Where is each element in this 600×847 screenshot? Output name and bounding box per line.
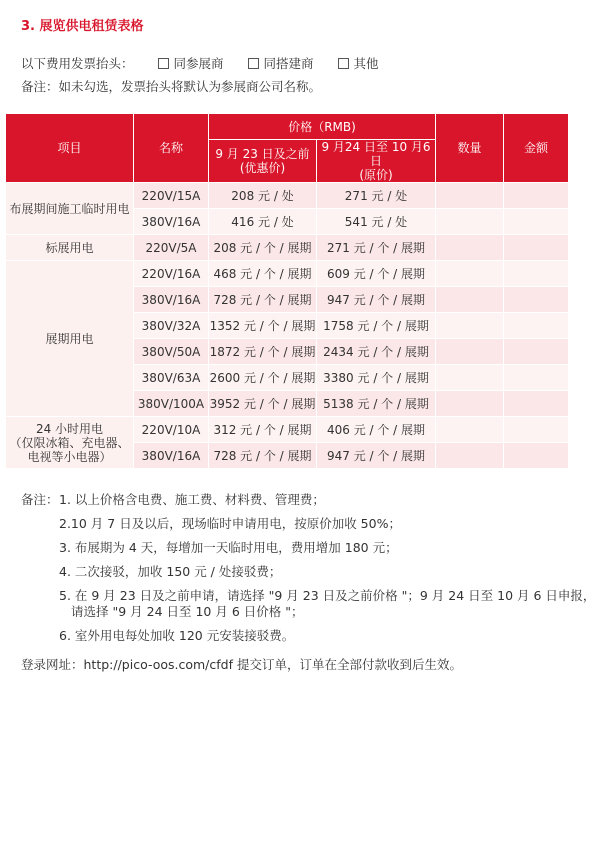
checkbox[interactable] [158, 58, 169, 69]
name-cell: 380V/63A [134, 365, 209, 391]
item-cell: 24 小时用电 （仅限冰箱、充电器、 电视等小电器） [6, 417, 134, 469]
header-item: 项目 [6, 114, 134, 183]
name-cell: 380V/16A [134, 209, 209, 235]
quantity-cell[interactable] [436, 339, 504, 365]
regular-price-cell: 271 元 / 个 / 展期 [317, 235, 436, 261]
early-price-cell: 728 元 / 个 / 展期 [209, 287, 317, 313]
amount-cell[interactable] [504, 235, 569, 261]
quantity-cell[interactable] [436, 287, 504, 313]
option-label: 同搭建商 [263, 56, 314, 71]
header-price: 价格（RMB) [209, 114, 436, 140]
name-cell: 380V/50A [134, 339, 209, 365]
early-price-cell: 1352 元 / 个 / 展期 [209, 313, 317, 339]
early-price-cell: 468 元 / 个 / 展期 [209, 261, 317, 287]
invoice-option-exhibitor[interactable] [158, 54, 224, 72]
invoice-note: 备注：如未勾选，发票抬头将默认为参展商公司名称。 [21, 79, 322, 94]
checkbox[interactable] [338, 58, 349, 69]
regular-price-cell: 2434 元 / 个 / 展期 [317, 339, 436, 365]
option-label: 同参展商 [173, 56, 224, 71]
quantity-cell[interactable] [436, 261, 504, 287]
item-cell: 布展期间施工临时用电 [6, 183, 134, 235]
invoice-option-other[interactable] [338, 54, 379, 72]
regular-price-cell: 1758 元 / 个 / 展期 [317, 313, 436, 339]
table-row [6, 183, 569, 209]
remark-item: 5. 在 9 月 23 日及之前申请，请选择 "9 月 23 日及之前价格 "；9 月 24 日至 10 月 6 日申报， [59, 588, 596, 603]
regular-price-cell: 271 元 / 处 [317, 183, 436, 209]
quantity-cell[interactable] [436, 365, 504, 391]
invoice-title-selector [21, 54, 379, 72]
regular-price-cell: 541 元 / 处 [317, 209, 436, 235]
login-url-text: 登录网址：http://pico-oos.com/cfdf 提交订单，订单在全部付款收到后生效。 [21, 657, 462, 672]
name-cell: 220V/16A [134, 261, 209, 287]
amount-cell[interactable] [504, 339, 569, 365]
power-rental-table [5, 113, 569, 469]
regular-price-cell: 609 元 / 个 / 展期 [317, 261, 436, 287]
amount-cell[interactable] [504, 209, 569, 235]
remarks [21, 492, 595, 660]
regular-price-cell: 947 元 / 个 / 展期 [317, 443, 436, 469]
remark-item-continuation: 请选择 "9 月 24 日至 10 月 6 日价格 "； [71, 604, 304, 619]
early-price-cell: 3952 元 / 个 / 展期 [209, 391, 317, 417]
remark-item: 1. 以上价格含电费、施工费、材料费、管理费； [59, 492, 325, 507]
early-price-cell: 208 元 / 个 / 展期 [209, 235, 317, 261]
amount-cell[interactable] [504, 391, 569, 417]
remark-item: 4. 二次接驳，加收 150 元 / 处接驳费； [59, 564, 282, 579]
header-early-price: 9 月 23 日及之前 (优惠价) [209, 140, 317, 183]
early-price-cell: 416 元 / 处 [209, 209, 317, 235]
amount-cell[interactable] [504, 183, 569, 209]
remark-item: 3. 布展期为 4 天，每增加一天临时用电，费用增加 180 元； [59, 540, 398, 555]
header-quantity: 数量 [436, 114, 504, 183]
name-cell: 220V/5A [134, 235, 209, 261]
regular-price-cell: 406 元 / 个 / 展期 [317, 417, 436, 443]
amount-cell[interactable] [504, 443, 569, 469]
regular-price-cell: 947 元 / 个 / 展期 [317, 287, 436, 313]
early-price-cell: 208 元 / 处 [209, 183, 317, 209]
quantity-cell[interactable] [436, 443, 504, 469]
early-price-cell: 728 元 / 个 / 展期 [209, 443, 317, 469]
option-label: 其他 [353, 56, 379, 71]
checkbox[interactable] [248, 58, 259, 69]
quantity-cell[interactable] [436, 417, 504, 443]
amount-cell[interactable] [504, 287, 569, 313]
early-price-cell: 1872 元 / 个 / 展期 [209, 339, 317, 365]
section-title: 3. 展览供电租赁表格 [21, 19, 144, 34]
quantity-cell[interactable] [436, 209, 504, 235]
invoice-option-builder[interactable] [248, 54, 314, 72]
table-row [6, 417, 569, 443]
early-price-cell: 312 元 / 个 / 展期 [209, 417, 317, 443]
regular-price-cell: 3380 元 / 个 / 展期 [317, 365, 436, 391]
quantity-cell[interactable] [436, 391, 504, 417]
name-cell: 220V/10A [134, 417, 209, 443]
remark-item: 6. 室外用电每处加收 120 元安装接驳费。 [59, 628, 295, 643]
amount-cell[interactable] [504, 313, 569, 339]
quantity-cell[interactable] [436, 183, 504, 209]
header-name: 名称 [134, 114, 209, 183]
header-regular-price: 9 月24 日至 10 月6 日 (原价) [317, 140, 436, 183]
remarks-label: 备注： [21, 492, 59, 507]
quantity-cell[interactable] [436, 313, 504, 339]
regular-price-cell: 5138 元 / 个 / 展期 [317, 391, 436, 417]
amount-cell[interactable] [504, 261, 569, 287]
header-amount: 金额 [504, 114, 569, 183]
table-row [6, 261, 569, 287]
table-row [6, 235, 569, 261]
name-cell: 220V/15A [134, 183, 209, 209]
remark-item: 2.10 月 7 日及以后，现场临时申请用电，按原价加收 50%； [59, 516, 401, 531]
amount-cell[interactable] [504, 417, 569, 443]
quantity-cell[interactable] [436, 235, 504, 261]
item-cell: 展期用电 [6, 261, 134, 417]
item-cell: 标展用电 [6, 235, 134, 261]
name-cell: 380V/100A [134, 391, 209, 417]
name-cell: 380V/16A [134, 443, 209, 469]
name-cell: 380V/32A [134, 313, 209, 339]
early-price-cell: 2600 元 / 个 / 展期 [209, 365, 317, 391]
amount-cell[interactable] [504, 365, 569, 391]
name-cell: 380V/16A [134, 287, 209, 313]
invoice-label: 以下费用发票抬头： [21, 56, 134, 71]
